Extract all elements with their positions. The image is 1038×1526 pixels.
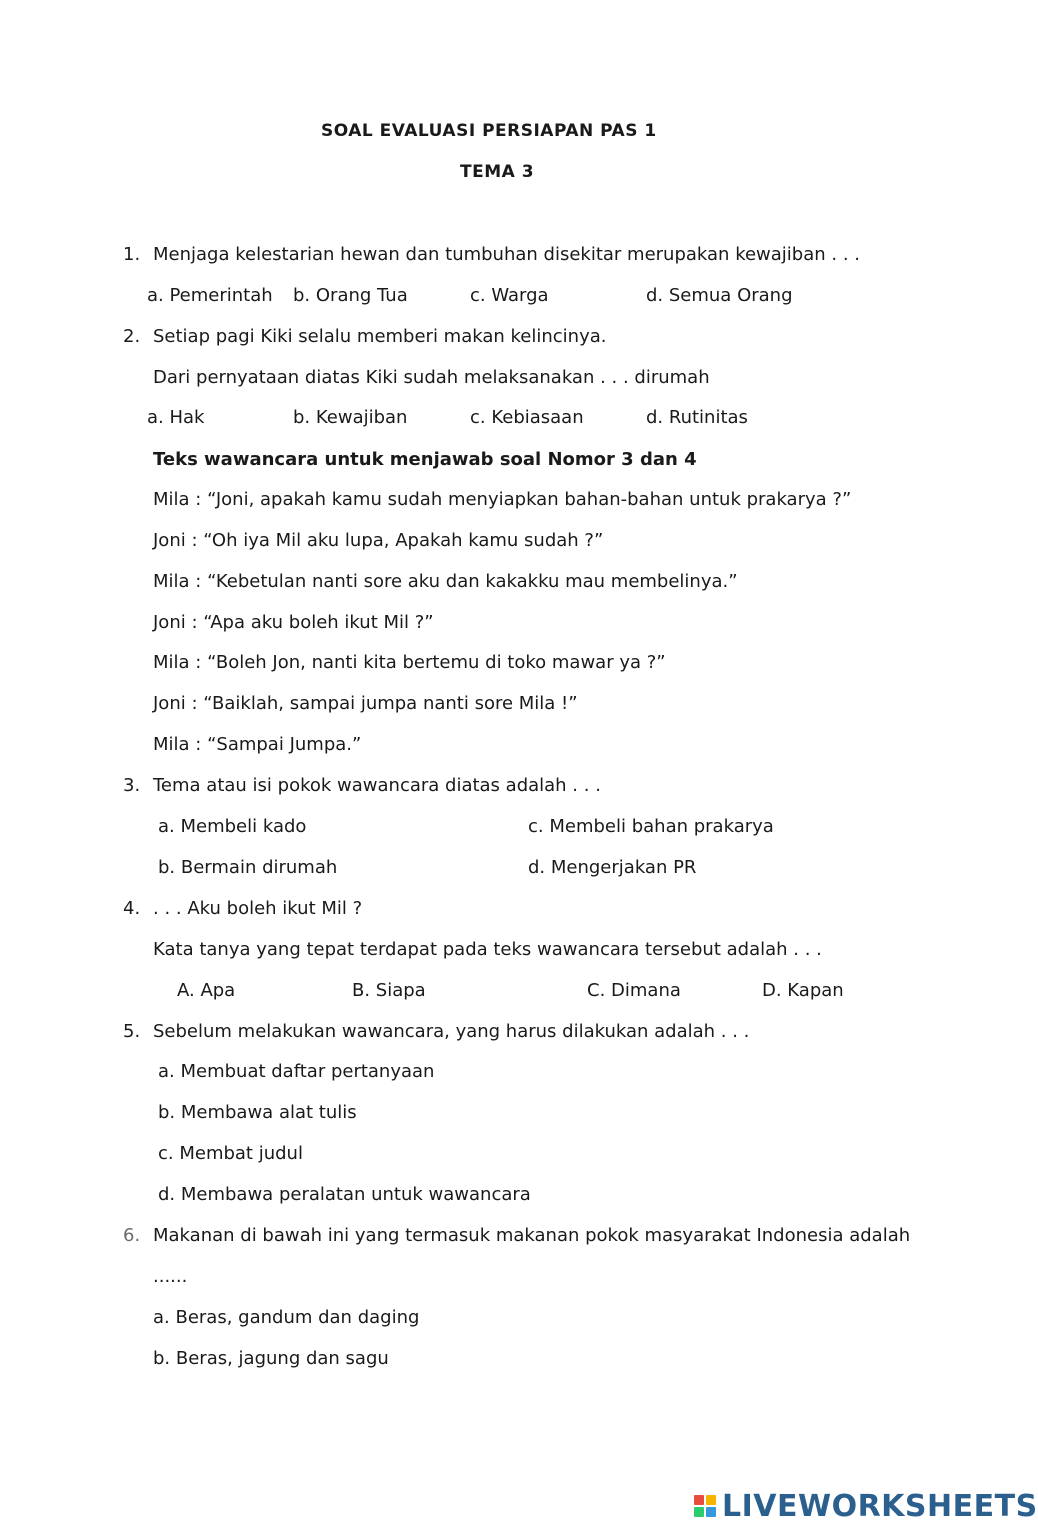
q2-option-c[interactable]: c. Kebiasaan (470, 407, 584, 428)
q1-option-d[interactable]: d. Semua Orang (646, 285, 793, 306)
dialog-line: Mila : “Joni, apakah kamu sudah menyiapkan bahan-bahan untuk prakarya ?” (153, 489, 852, 510)
q1-number: 1. (123, 244, 141, 265)
q1-text: Menjaga kelestarian hewan dan tumbuhan disekitar merupakan kewajiban . . . (153, 244, 860, 265)
liveworksheets-logo-text: LIVEWORKSHEETS (722, 1488, 1038, 1524)
q4-text-1: . . . Aku boleh ikut Mil ? (153, 898, 363, 919)
q3-option-c[interactable]: c. Membeli bahan prakarya (528, 816, 774, 837)
liveworksheets-logo[interactable] (694, 1486, 1038, 1526)
q5-text: Sebelum melakukan wawancara, yang harus dilakukan adalah . . . (153, 1021, 750, 1042)
q5-option-c[interactable]: c. Membat judul (158, 1143, 303, 1164)
q2-option-a[interactable]: a. Hak (147, 407, 205, 428)
q4-option-c[interactable]: C. Dimana (587, 980, 681, 1001)
q2-number: 2. (123, 326, 141, 347)
q3-number: 3. (123, 775, 141, 796)
q4-text-2: Kata tanya yang tepat terdapat pada teks wawancara tersebut adalah . . . (153, 939, 822, 960)
q6-number: 6. (123, 1225, 141, 1246)
q2-option-d[interactable]: d. Rutinitas (646, 407, 748, 428)
q2-option-b[interactable]: b. Kewajiban (293, 407, 408, 428)
dialog-line: Joni : “Oh iya Mil aku lupa, Apakah kamu sudah ?” (153, 530, 604, 551)
page-title: SOAL EVALUASI PERSIAPAN PAS 1 (321, 121, 657, 141)
dialog-line: Mila : “Boleh Jon, nanti kita bertemu di toko mawar ya ?” (153, 652, 666, 673)
q5-option-a[interactable]: a. Membuat daftar pertanyaan (158, 1061, 435, 1082)
dialog-line: Mila : “Kebetulan nanti sore aku dan kakakku mau membelinya.” (153, 571, 738, 592)
dialog-line: Joni : “Apa aku boleh ikut Mil ?” (153, 612, 434, 633)
q5-option-d[interactable]: d. Membawa peralatan untuk wawancara (158, 1184, 531, 1205)
q6-option-a[interactable]: a. Beras, gandum dan daging (153, 1307, 420, 1328)
q3-option-d[interactable]: d. Mengerjakan PR (528, 857, 697, 878)
q6-option-b[interactable]: b. Beras, jagung dan sagu (153, 1348, 389, 1369)
q3-text: Tema atau isi pokok wawancara diatas adalah . . . (153, 775, 601, 796)
q4-option-a[interactable]: A. Apa (177, 980, 236, 1001)
q6-text-2: ...... (153, 1266, 188, 1287)
q6-text-1: Makanan di bawah ini yang termasuk makanan pokok masyarakat Indonesia adalah (153, 1225, 911, 1246)
q4-number: 4. (123, 898, 141, 919)
q2-text-1: Setiap pagi Kiki selalu memberi makan kelincinya. (153, 326, 607, 347)
q3-option-b[interactable]: b. Bermain dirumah (158, 857, 338, 878)
dialog-line: Joni : “Baiklah, sampai jumpa nanti sore Mila !” (153, 693, 578, 714)
q3-option-a[interactable]: a. Membeli kado (158, 816, 307, 837)
q4-option-b[interactable]: B. Siapa (352, 980, 426, 1001)
liveworksheets-logo-icon (694, 1495, 716, 1517)
q5-number: 5. (123, 1021, 141, 1042)
q4-option-d[interactable]: D. Kapan (762, 980, 844, 1001)
q5-option-b[interactable]: b. Membawa alat tulis (158, 1102, 357, 1123)
q2-text-2: Dari pernyataan diatas Kiki sudah melaksanakan . . . dirumah (153, 367, 710, 388)
page-subtitle: TEMA 3 (460, 162, 535, 182)
q1-option-a[interactable]: a. Pemerintah (147, 285, 273, 306)
dialog-heading: Teks wawancara untuk menjawab soal Nomor 3 dan 4 (153, 449, 697, 470)
q1-option-b[interactable]: b. Orang Tua (293, 285, 408, 306)
dialog-line: Mila : “Sampai Jumpa.” (153, 734, 362, 755)
q1-option-c[interactable]: c. Warga (470, 285, 549, 306)
